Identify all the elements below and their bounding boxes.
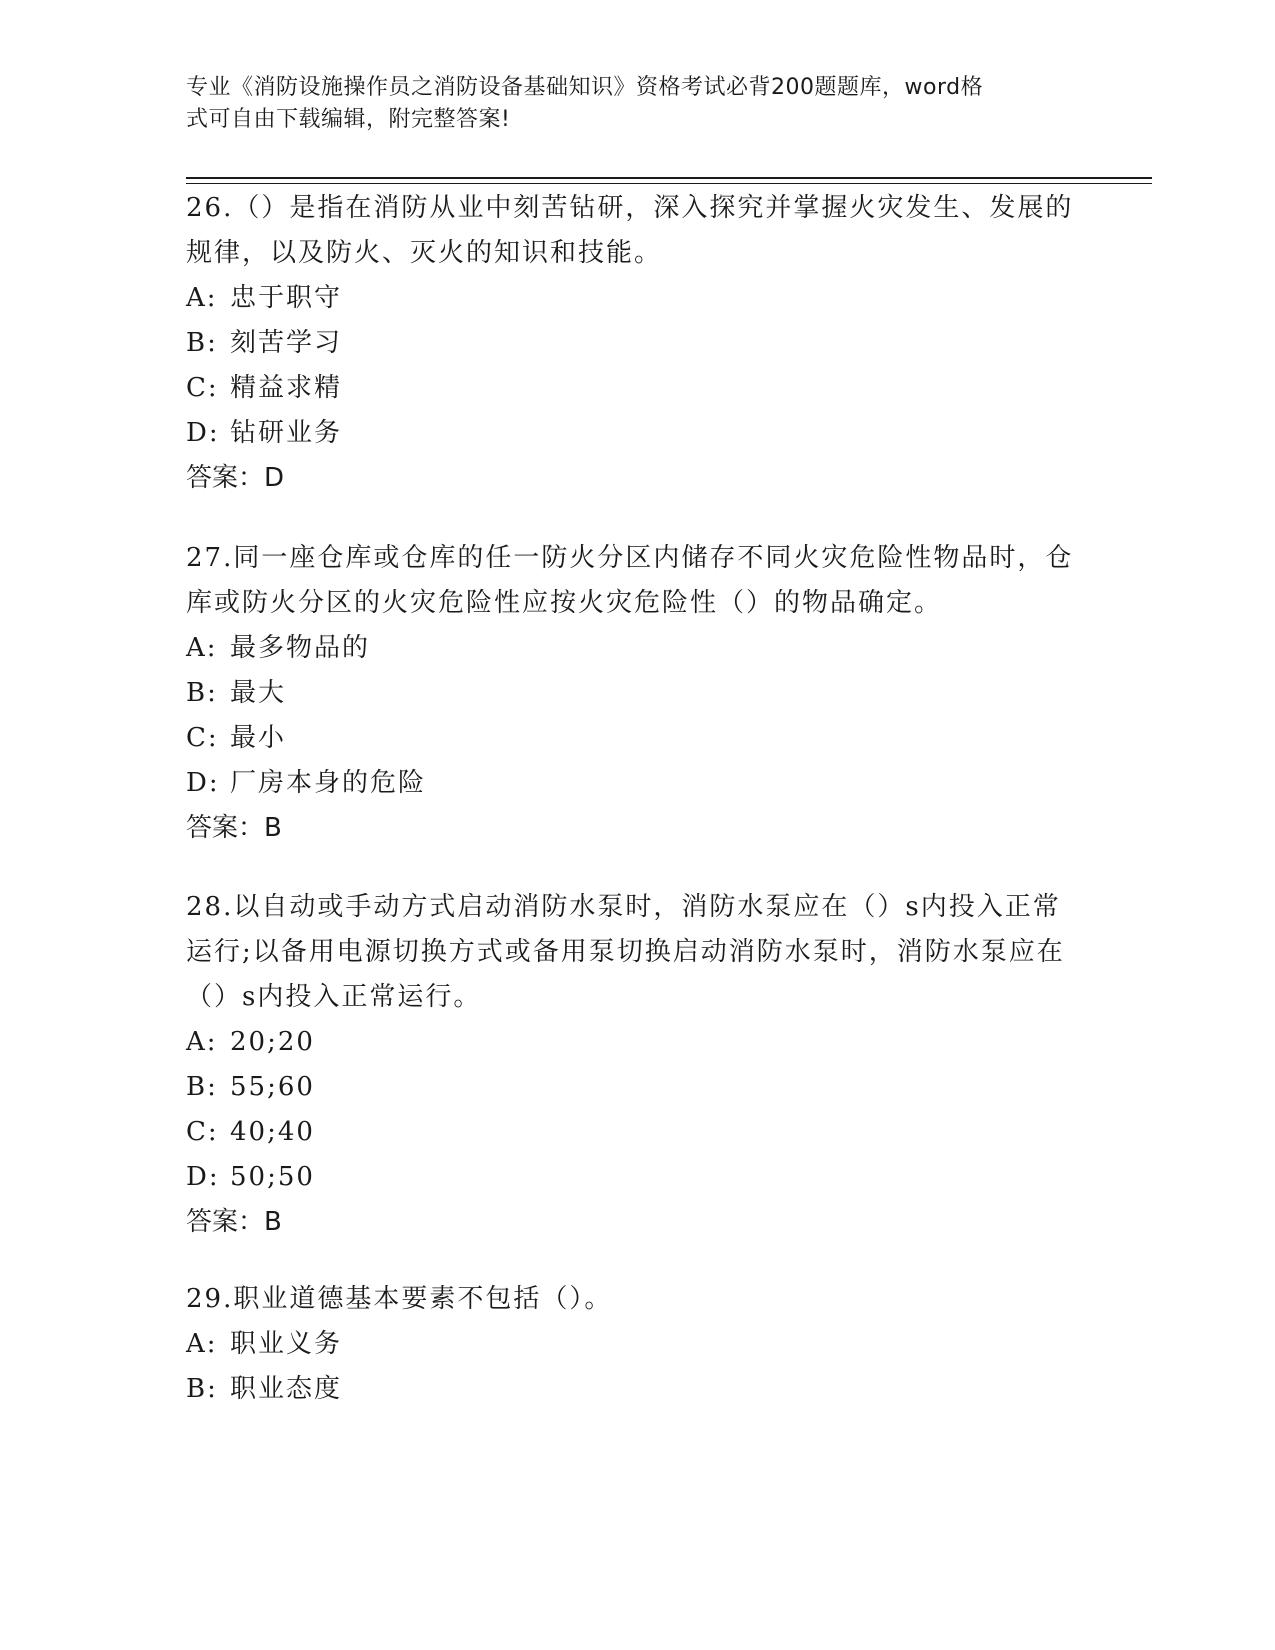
option-b (186, 321, 1086, 366)
option-letter: A: (186, 1329, 218, 1359)
option-letter: A: (186, 633, 218, 663)
option-a (186, 626, 1086, 671)
option-letter: A: (186, 1027, 218, 1057)
option-text: 厂房本身的危险 (230, 768, 427, 798)
answer-label: 答案：D (186, 463, 285, 493)
option-a (186, 1322, 1086, 1367)
document-header (186, 72, 1066, 136)
option-letter: B: (186, 678, 218, 708)
question-29 (186, 1277, 1086, 1412)
option-text: 40;40 (230, 1117, 315, 1147)
option-letter: C: (186, 1117, 219, 1147)
header-divider-thick (186, 177, 1152, 179)
option-text: 钻研业务 (230, 418, 343, 448)
header-line-1: 专业《消防设施操作员之消防设备基础知识》资格考试必背200题题库，word格 (186, 75, 984, 100)
question-stem: 28.以自动或手动方式启动消防水泵时，消防水泵应在（）s内投入正常运行;以备用电源切换方式或备用泵切换启动消防水泵时，消防水泵应在（）s内投入正常运行。 (186, 892, 1065, 1012)
option-text: 刻苦学习 (230, 328, 343, 358)
option-text: 最小 (230, 723, 287, 753)
option-c (186, 1110, 1086, 1155)
question-stem: 26.（）是指在消防从业中刻苦钻研，深入探究并掌握火灾发生、发展的规律，以及防火、灭火的知识和技能。 (186, 193, 1074, 268)
option-letter: C: (186, 723, 219, 753)
header-divider-thin (186, 183, 1152, 184)
option-text: 职业态度 (230, 1374, 343, 1404)
option-d (186, 761, 1086, 806)
option-c (186, 716, 1086, 761)
answer-label: 答案：B (186, 1207, 282, 1237)
option-letter: A: (186, 283, 218, 313)
option-letter: B: (186, 1072, 218, 1102)
option-text: 忠于职守 (230, 283, 343, 313)
option-a (186, 276, 1086, 321)
answer-label: 答案：B (186, 813, 282, 843)
option-c (186, 366, 1086, 411)
option-b (186, 671, 1086, 716)
option-letter: B: (186, 328, 218, 358)
option-letter: D: (186, 418, 220, 448)
question-stem: 27.同一座仓库或仓库的任一防火分区内储存不同火灾危险性物品时，仓库或防火分区的火灾危险性应按火灾危险性（）的物品确定。 (186, 543, 1074, 618)
option-a (186, 1020, 1086, 1065)
option-text: 50;50 (230, 1162, 315, 1192)
header-line-2: 式可自由下载编辑，附完整答案! (186, 107, 511, 132)
question-28 (186, 885, 1086, 1245)
option-d (186, 411, 1086, 456)
option-b (186, 1065, 1086, 1110)
option-letter: D: (186, 768, 220, 798)
option-d (186, 1155, 1086, 1200)
option-b (186, 1367, 1086, 1412)
question-27 (186, 536, 1086, 851)
option-letter: D: (186, 1162, 220, 1192)
question-26 (186, 186, 1086, 501)
option-text: 20;20 (230, 1027, 315, 1057)
option-letter: C: (186, 373, 219, 403)
option-letter: B: (186, 1374, 218, 1404)
option-text: 职业义务 (230, 1329, 343, 1359)
option-text: 精益求精 (230, 373, 343, 403)
option-text: 最多物品的 (230, 633, 371, 663)
question-stem: 29.职业道德基本要素不包括（）。 (186, 1284, 613, 1314)
option-text: 最大 (230, 678, 287, 708)
option-text: 55;60 (230, 1072, 315, 1102)
